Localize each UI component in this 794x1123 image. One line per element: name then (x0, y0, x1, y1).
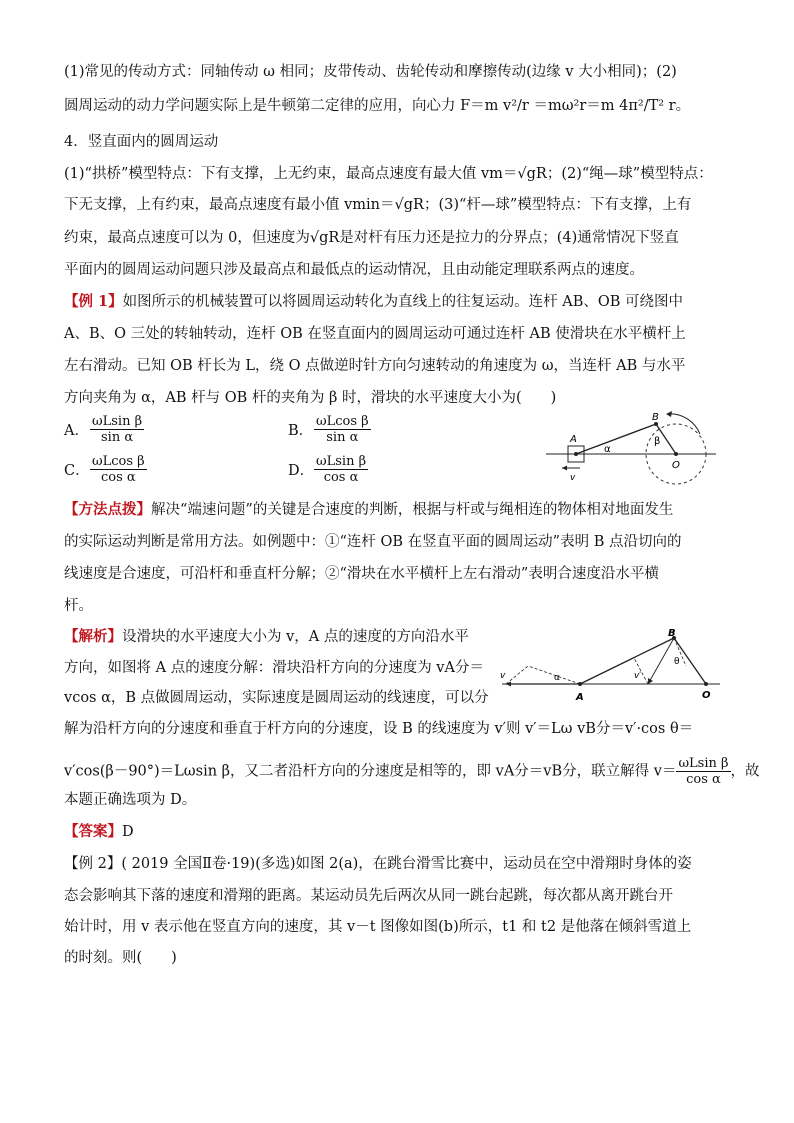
text-line: 方向，如图将 A 点的速度分解：滑块沿杆方向的分速度为 vA分＝ (64, 660, 484, 676)
pivot-a (574, 452, 578, 456)
answer-line (64, 822, 134, 842)
option-label: D． (288, 463, 315, 479)
text-line: 线速度是合速度，可沿杆和垂直杆分解；②“滑块在水平横杆上左右滑动”表明合速度沿水平横 (64, 566, 659, 582)
point-a (578, 682, 582, 686)
label-b: B (668, 628, 676, 639)
fraction-numerator: ωLsin β (678, 756, 729, 771)
option-fraction (90, 454, 147, 485)
label-o: O (672, 460, 680, 471)
label-o: O (702, 690, 711, 701)
decomposition-figure (498, 626, 724, 706)
text-span: ，故 (730, 763, 760, 780)
option-b[interactable] (288, 414, 371, 445)
label-theta: θ (674, 657, 680, 667)
pivot-o (674, 452, 678, 456)
section-heading: 4．竖直面内的圆周运动 (64, 134, 219, 150)
arrow-head-icon (562, 466, 567, 471)
fraction-numerator: ωLcos β (92, 454, 145, 469)
label-a: A (576, 692, 584, 703)
arrow-head-icon (506, 682, 511, 687)
text-line: 左右滑动。已知 OB 杆长为 L，绕 O 点做逆时针方向匀速转动的角速度为 ω，当连杆 AB 与水平 (64, 358, 686, 374)
option-d[interactable] (288, 454, 368, 485)
option-a[interactable] (64, 414, 144, 445)
text-span: ( 2019 全国Ⅱ卷·19)(多选)如图 2(a)，在跳台滑雪比赛中，运动员在空中滑翔时身体的姿 (121, 856, 692, 872)
text-line: 态会影响其下落的速度和滑翔的距离。某运动员先后两次从同一跳台起跳，每次都从离开跳台开 (64, 888, 673, 904)
label-v-prime: v′ (634, 671, 642, 681)
label-v: v (570, 473, 576, 483)
rotation-arrow (668, 414, 700, 434)
text-line-with-fraction (64, 756, 760, 787)
text-line: 的实际运动判断是常用方法。如例题中：①“连杆 OB 在竖直平面的圆周运动”表明 B 点沿切向的 (64, 534, 682, 550)
text-line: 平面内的圆周运动问题只涉及最高点和最低点的运动情况，且由动能定理联系两点的速度。 (64, 262, 644, 278)
text-span: 解决“端速问题”的关键是合速度的判断，根据与杆或与绳相连的物体相对地面发生 (151, 502, 674, 518)
analysis-tag: 【解析】 (64, 628, 122, 645)
label-alpha: α (554, 673, 560, 683)
text-line: 下无支撑，上有约束，最高点速度有最小值 vmin＝√gR；(3)“杆—球”模型特点：下有支撑，上有 (64, 197, 692, 213)
dashed-component (506, 666, 528, 684)
option-fraction (314, 454, 368, 485)
fraction-numerator: ωLsin β (316, 454, 367, 469)
option-label: A． (64, 423, 89, 439)
text-span: v′cos(β－90°)＝Lωsin β，又二者沿杆方向的分速度是相等的，即 vA分＝vB分，联立解得 v＝ (64, 763, 677, 780)
text-line: 解为沿杆方向的分速度和垂直于杆方向的分速度，设 B 的线速度为 v′则 v′＝Lω vB分＝v′·cos θ＝ (64, 721, 694, 737)
text-span: 如图所示的机械装置可以将圆周运动转化为直线上的往复运动。连杆 AB、OB 可绕图中 (122, 294, 684, 310)
example-tag: 【例 2】 (64, 856, 122, 872)
text-line: (1)常见的传动方式：同轴传动 ω 相同；皮带传动、齿轮传动和摩擦传动(边缘 v 大小相同)；(2) (64, 64, 677, 80)
option-label: B． (288, 423, 314, 439)
answer-value: D (122, 824, 134, 840)
fraction-denominator: cos α (100, 470, 136, 485)
example2-first-line (64, 854, 692, 874)
label-b: B (652, 412, 659, 423)
text-line: 本题正确选项为 D。 (64, 792, 197, 808)
option-fraction (314, 414, 371, 445)
fraction-denominator: sin α (326, 430, 359, 445)
label-beta: β (654, 436, 661, 447)
text-line: 方向夹角为 α，AB 杆与 OB 杆的夹角为 β 时，滑块的水平速度大小为( ) (64, 390, 557, 406)
text-line: 约束，最高点速度可以为 0，但速度为√gR是对杆有压力还是拉力的分界点；(4)通常情况下竖直 (64, 230, 679, 246)
fraction-numerator: ωLcos β (316, 414, 369, 429)
label-alpha: α (604, 444, 611, 455)
mechanism-figure (540, 408, 720, 488)
text-span: 设滑块的水平速度大小为 v，A 点的速度的方向沿水平 (122, 629, 469, 645)
fraction-denominator: sin α (100, 430, 134, 445)
answer-tag: 【答案】 (64, 823, 122, 840)
method-first-line (64, 500, 673, 520)
method-tag: 【方法点拨】 (64, 501, 151, 518)
result-fraction (676, 756, 730, 787)
example-tag: 【例 1】 (64, 293, 123, 310)
rod-ab (576, 424, 656, 454)
option-c[interactable] (64, 454, 147, 485)
text-line: A、B、O 三处的转轴转动，连杆 OB 在竖直面内的圆周运动可通过连杆 AB 使滑块在水平横杆上 (64, 326, 686, 342)
label-a: A (570, 434, 577, 445)
text-line: 始计时，用 v 表示他在竖直方向的速度，其 v－t 图像如图(b)所示，t1 和 t2 是他落在倾斜雪道上 (64, 919, 692, 935)
label-v: v (500, 671, 506, 681)
fraction-denominator: cos α (686, 772, 721, 787)
fraction-numerator: ωLsin β (92, 414, 143, 429)
text-line: (1)“拱桥”模型特点：下有支撑，上无约束，最高点速度有最大值 vm＝√gR；(2)“绳—球”模型特点： (64, 166, 713, 182)
text-line: 圆周运动的动力学问题实际上是牛顿第二定律的应用，向心力 F＝m v²/r ＝mω²r＝m 4π²/T² r。 (64, 98, 691, 114)
example1-first-line (64, 292, 683, 312)
text-line: 杆。 (64, 598, 93, 614)
point-o (704, 682, 708, 686)
text-line: vcos α，B 点做圆周运动，实际速度是圆周运动的线速度，可以分 (64, 690, 489, 706)
arrow-head-icon (666, 411, 672, 417)
option-fraction (90, 414, 144, 445)
analysis-first-line (64, 627, 469, 647)
text-line: 的时刻。则( ) (64, 950, 177, 966)
option-label: C． (64, 463, 90, 479)
rod-ab (580, 638, 674, 684)
fraction-denominator: cos α (323, 470, 359, 485)
